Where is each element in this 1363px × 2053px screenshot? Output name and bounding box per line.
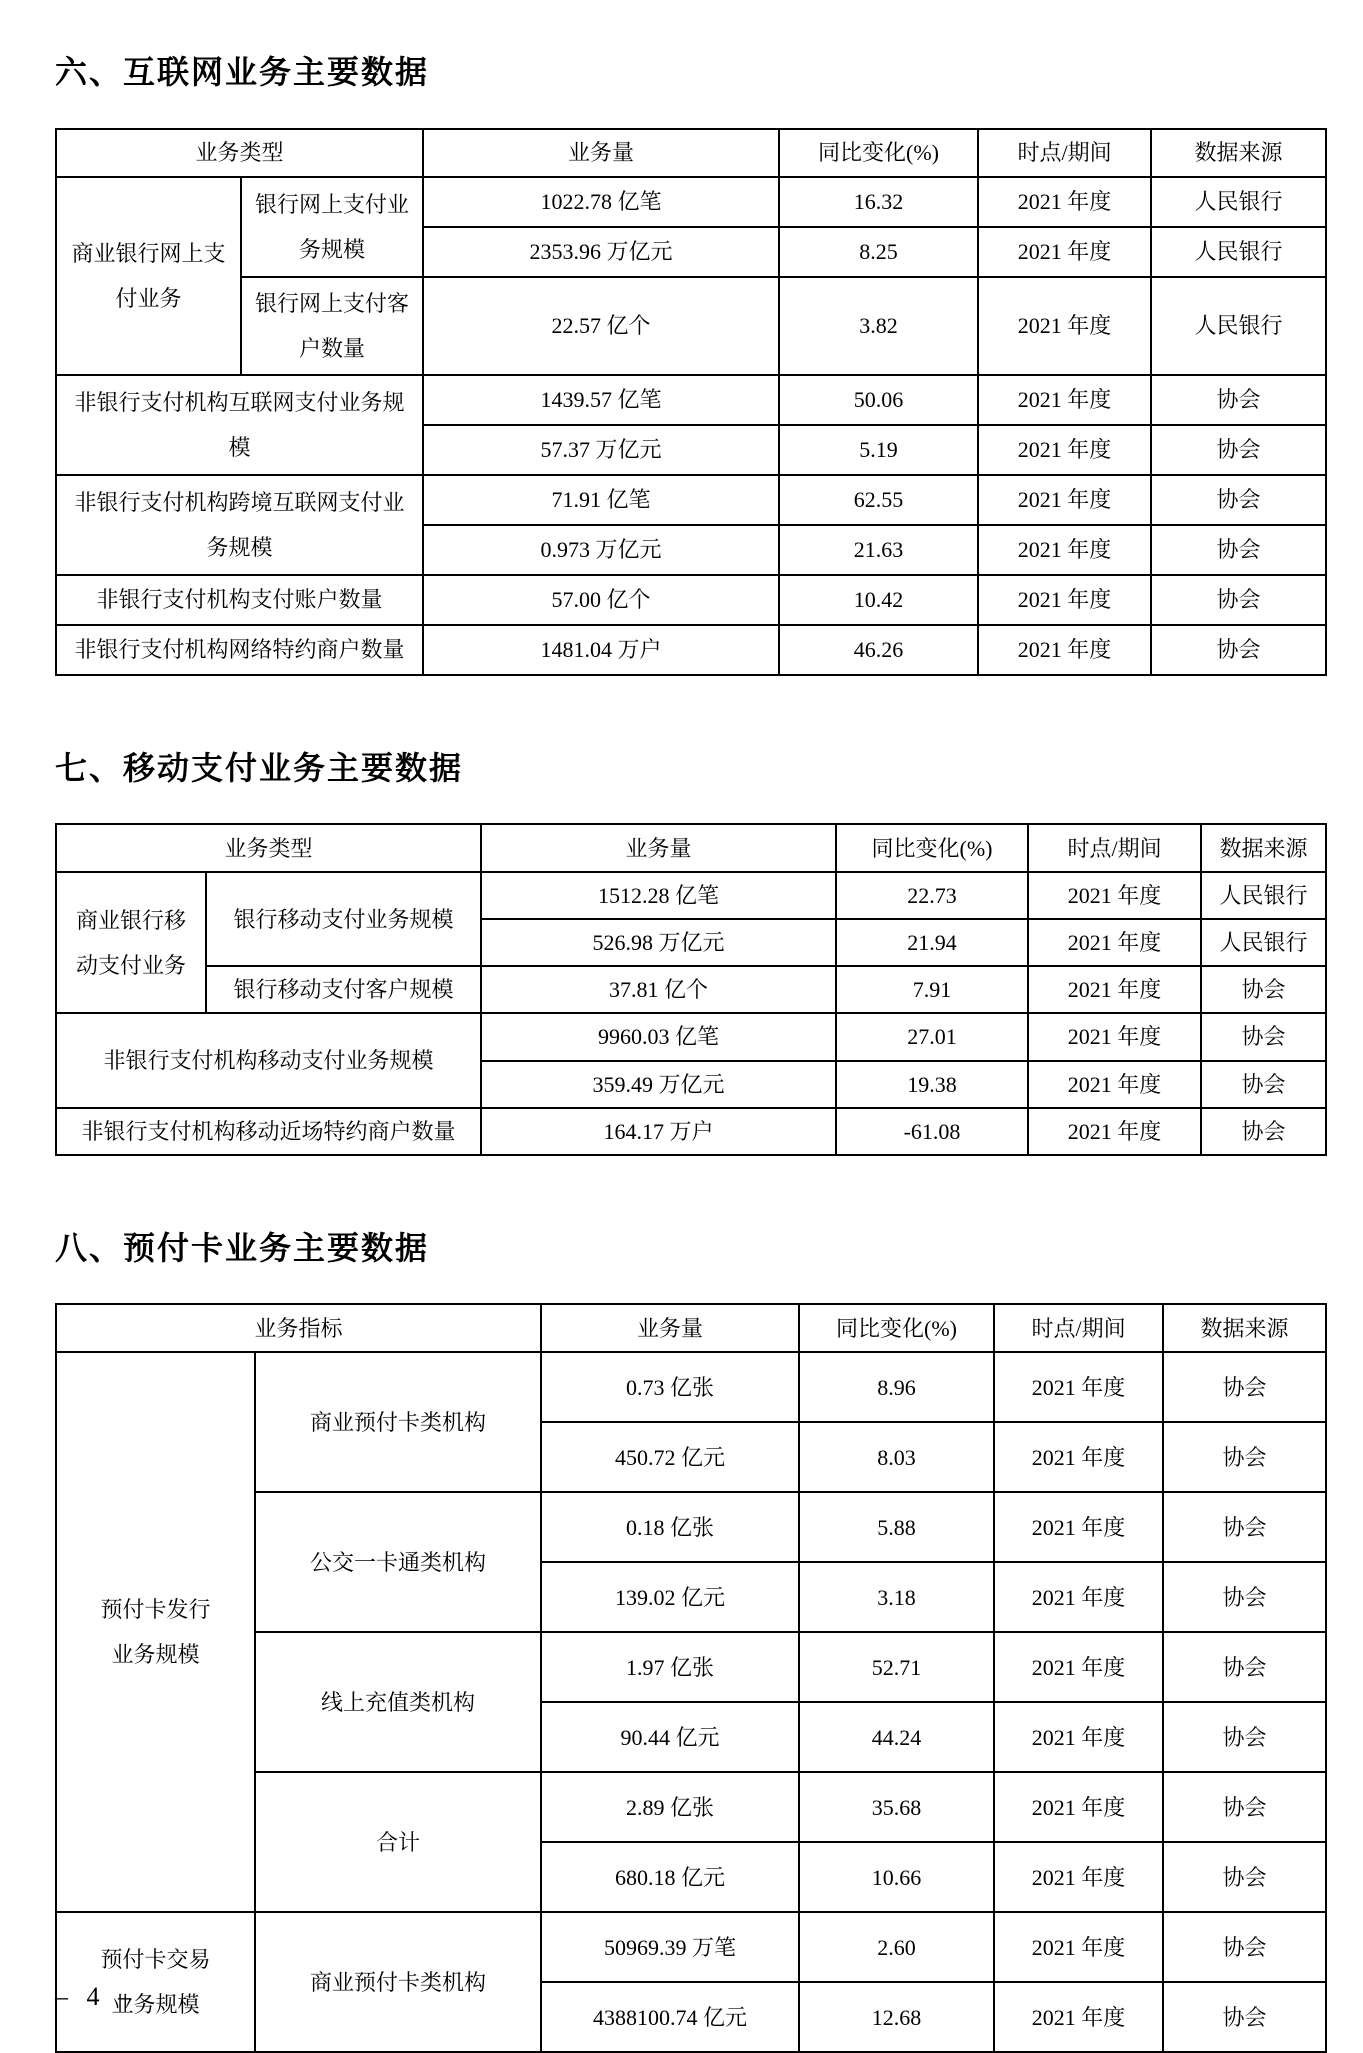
- table-prepaid: [55, 1303, 1327, 2053]
- value-cell: 2021 年度: [1028, 1108, 1201, 1155]
- value-cell: 71.91 亿笔: [423, 475, 779, 525]
- label-cell: [241, 277, 423, 375]
- header-cell-volume: 业务量: [423, 129, 779, 177]
- value-cell: 22.57 亿个: [423, 277, 779, 375]
- value-cell: 8.25: [779, 227, 978, 277]
- table-row: [56, 177, 1326, 227]
- value-cell: 359.49 万亿元: [481, 1061, 836, 1108]
- value-cell: 9960.03 亿笔: [481, 1013, 836, 1060]
- table-row: [56, 1352, 1326, 1422]
- header-cell-yoy: 同比变化(%): [836, 824, 1028, 872]
- value-cell: 2021 年度: [978, 425, 1151, 475]
- value-cell: 21.63: [779, 525, 978, 575]
- value-cell: 44.24: [799, 1702, 994, 1772]
- value-cell: 协会: [1163, 1422, 1326, 1492]
- group-label-cell: [56, 872, 206, 1013]
- value-cell: 5.88: [799, 1492, 994, 1562]
- header-cell-yoy: 同比变化(%): [779, 129, 978, 177]
- section-title-internet: 六、互联网业务主要数据: [55, 54, 430, 90]
- page-number: – 4 –: [55, 1982, 137, 2011]
- label-cell: 线上充值类机构: [255, 1632, 541, 1772]
- value-cell: 0.18 亿张: [541, 1492, 799, 1562]
- value-cell: 2021 年度: [978, 277, 1151, 375]
- table-row: [56, 475, 1326, 525]
- value-cell: 50.06: [779, 375, 978, 425]
- group-label-cell: [56, 1352, 255, 1912]
- label-cell: 非银行支付机构支付账户数量: [56, 575, 423, 625]
- value-cell: 协会: [1151, 475, 1326, 525]
- section-title-mobile: 七、移动支付业务主要数据: [55, 749, 464, 786]
- value-cell: 0.973 万亿元: [423, 525, 779, 575]
- row-label: 银行网上支付业务规模: [254, 191, 409, 262]
- value-cell: 2021 年度: [978, 625, 1151, 675]
- table-row: [56, 625, 1326, 675]
- group-label: 预付卡发行业务规模: [100, 1597, 211, 1668]
- value-cell: 10.42: [779, 575, 978, 625]
- table-internet: [55, 128, 1327, 676]
- header-cell-business-type: 业务类型: [56, 129, 423, 177]
- value-cell: 2021 年度: [978, 475, 1151, 525]
- value-cell: 协会: [1201, 1108, 1326, 1155]
- value-cell: 2021 年度: [978, 375, 1151, 425]
- row-label: 非银行支付机构互联网支付业务规模: [74, 389, 405, 460]
- value-cell: 12.68: [799, 1982, 994, 2052]
- value-cell: 3.18: [799, 1562, 994, 1632]
- value-cell: 19.38: [836, 1061, 1028, 1108]
- label-cell: [241, 177, 423, 277]
- value-cell: 2021 年度: [1028, 872, 1201, 919]
- value-cell: 37.81 亿个: [481, 966, 836, 1013]
- value-cell: 协会: [1163, 1562, 1326, 1632]
- header-cell-period: 时点/期间: [994, 1304, 1163, 1352]
- value-cell: 人民银行: [1151, 277, 1326, 375]
- value-cell: 50969.39 万笔: [541, 1912, 799, 1982]
- label-cell: 非银行支付机构移动近场特约商户数量: [56, 1108, 481, 1155]
- header-cell-period: 时点/期间: [1028, 824, 1201, 872]
- group-label-cell: [56, 177, 241, 375]
- value-cell: 2021 年度: [994, 1772, 1163, 1842]
- value-cell: 8.96: [799, 1352, 994, 1422]
- label-cell: 公交一卡通类机构: [255, 1492, 541, 1632]
- value-cell: 2021 年度: [994, 1912, 1163, 1982]
- table-row: [56, 1912, 1326, 1982]
- row-label: 银行网上支付客户数量: [254, 290, 409, 361]
- value-cell: 680.18 亿元: [541, 1842, 799, 1912]
- value-cell: 2021 年度: [978, 227, 1151, 277]
- value-cell: 16.32: [779, 177, 978, 227]
- value-cell: 协会: [1163, 1982, 1326, 2052]
- value-cell: 人民银行: [1201, 872, 1326, 919]
- value-cell: 4388100.74 亿元: [541, 1982, 799, 2052]
- value-cell: 3.82: [779, 277, 978, 375]
- value-cell: 协会: [1201, 966, 1326, 1013]
- label-cell: [56, 475, 423, 575]
- value-cell: 46.26: [779, 625, 978, 675]
- table-row: [56, 966, 1326, 1013]
- value-cell: 0.73 亿张: [541, 1352, 799, 1422]
- label-cell: 银行移动支付客户规模: [206, 966, 481, 1013]
- value-cell: 1512.28 亿笔: [481, 872, 836, 919]
- table-row: [56, 277, 1326, 375]
- table-row: [56, 1013, 1326, 1060]
- value-cell: 协会: [1163, 1352, 1326, 1422]
- table-header-row: [56, 824, 1326, 872]
- value-cell: 2021 年度: [1028, 919, 1201, 966]
- table-header-row: [56, 129, 1326, 177]
- value-cell: 2021 年度: [994, 1702, 1163, 1772]
- label-cell: 银行移动支付业务规模: [206, 872, 481, 966]
- label-cell: [56, 375, 423, 475]
- value-cell: 协会: [1163, 1492, 1326, 1562]
- value-cell: 人民银行: [1151, 227, 1326, 277]
- value-cell: 协会: [1163, 1702, 1326, 1772]
- value-cell: 协会: [1151, 425, 1326, 475]
- value-cell: 2021 年度: [994, 1422, 1163, 1492]
- header-cell-source: 数据来源: [1151, 129, 1326, 177]
- value-cell: 7.91: [836, 966, 1028, 1013]
- value-cell: 协会: [1151, 575, 1326, 625]
- value-cell: 22.73: [836, 872, 1028, 919]
- value-cell: 2021 年度: [978, 177, 1151, 227]
- value-cell: 2021 年度: [1028, 1013, 1201, 1060]
- value-cell: 2021 年度: [1028, 966, 1201, 1013]
- value-cell: 人民银行: [1151, 177, 1326, 227]
- value-cell: 1439.57 亿笔: [423, 375, 779, 425]
- value-cell: 450.72 亿元: [541, 1422, 799, 1492]
- value-cell: 协会: [1151, 525, 1326, 575]
- value-cell: 协会: [1163, 1632, 1326, 1702]
- value-cell: 协会: [1151, 375, 1326, 425]
- row-label: 非银行支付机构跨境互联网支付业务规模: [74, 489, 405, 560]
- value-cell: 5.19: [779, 425, 978, 475]
- value-cell: 2.89 亿张: [541, 1772, 799, 1842]
- value-cell: 2021 年度: [994, 1562, 1163, 1632]
- table-row: [56, 575, 1326, 625]
- header-cell-yoy: 同比变化(%): [799, 1304, 994, 1352]
- group-label: 预付卡交易业务规模: [100, 1947, 211, 2018]
- value-cell: 协会: [1201, 1013, 1326, 1060]
- value-cell: 2021 年度: [978, 575, 1151, 625]
- label-cell: 非银行支付机构网络特约商户数量: [56, 625, 423, 675]
- value-cell: 8.03: [799, 1422, 994, 1492]
- value-cell: 2021 年度: [994, 1492, 1163, 1562]
- table-mobile: [55, 823, 1327, 1156]
- label-cell: 非银行支付机构移动支付业务规模: [56, 1013, 481, 1107]
- value-cell: 协会: [1163, 1912, 1326, 1982]
- value-cell: 52.71: [799, 1632, 994, 1702]
- table-row: [56, 375, 1326, 425]
- value-cell: 人民银行: [1201, 919, 1326, 966]
- label-cell: 商业预付卡类机构: [255, 1912, 541, 2052]
- value-cell: 2.60: [799, 1912, 994, 1982]
- label-cell: 合计: [255, 1772, 541, 1912]
- value-cell: 57.00 亿个: [423, 575, 779, 625]
- value-cell: 62.55: [779, 475, 978, 525]
- header-cell-source: 数据来源: [1201, 824, 1326, 872]
- table-row: [56, 872, 1326, 919]
- value-cell: 35.68: [799, 1772, 994, 1842]
- table-row: [56, 1108, 1326, 1155]
- value-cell: 27.01: [836, 1013, 1028, 1060]
- value-cell: 139.02 亿元: [541, 1562, 799, 1632]
- value-cell: 2021 年度: [994, 1842, 1163, 1912]
- header-cell-business-type: 业务类型: [56, 824, 481, 872]
- value-cell: 526.98 万亿元: [481, 919, 836, 966]
- value-cell: 90.44 亿元: [541, 1702, 799, 1772]
- header-cell-business-indicator: 业务指标: [56, 1304, 541, 1352]
- value-cell: 2021 年度: [994, 1352, 1163, 1422]
- table-header-row: [56, 1304, 1326, 1352]
- value-cell: 协会: [1163, 1842, 1326, 1912]
- value-cell: 2353.96 万亿元: [423, 227, 779, 277]
- header-cell-volume: 业务量: [541, 1304, 799, 1352]
- value-cell: 21.94: [836, 919, 1028, 966]
- label-cell: 商业预付卡类机构: [255, 1352, 541, 1492]
- value-cell: 协会: [1151, 625, 1326, 675]
- header-cell-period: 时点/期间: [978, 129, 1151, 177]
- value-cell: 1.97 亿张: [541, 1632, 799, 1702]
- value-cell: 2021 年度: [994, 1632, 1163, 1702]
- value-cell: 2021 年度: [978, 525, 1151, 575]
- value-cell: 2021 年度: [1028, 1061, 1201, 1108]
- value-cell: 10.66: [799, 1842, 994, 1912]
- value-cell: 协会: [1163, 1772, 1326, 1842]
- value-cell: 1022.78 亿笔: [423, 177, 779, 227]
- value-cell: 1481.04 万户: [423, 625, 779, 675]
- value-cell: 57.37 万亿元: [423, 425, 779, 475]
- group-label: 商业银行移动支付业务: [75, 907, 186, 978]
- header-cell-source: 数据来源: [1163, 1304, 1326, 1352]
- value-cell: -61.08: [836, 1108, 1028, 1155]
- header-cell-volume: 业务量: [481, 824, 836, 872]
- section-title-prepaid: 八、预付卡业务主要数据: [55, 1229, 430, 1266]
- value-cell: 164.17 万户: [481, 1108, 836, 1155]
- value-cell: 2021 年度: [994, 1982, 1163, 2052]
- group-label: 商业银行网上支付业务: [71, 240, 226, 311]
- value-cell: 协会: [1201, 1061, 1326, 1108]
